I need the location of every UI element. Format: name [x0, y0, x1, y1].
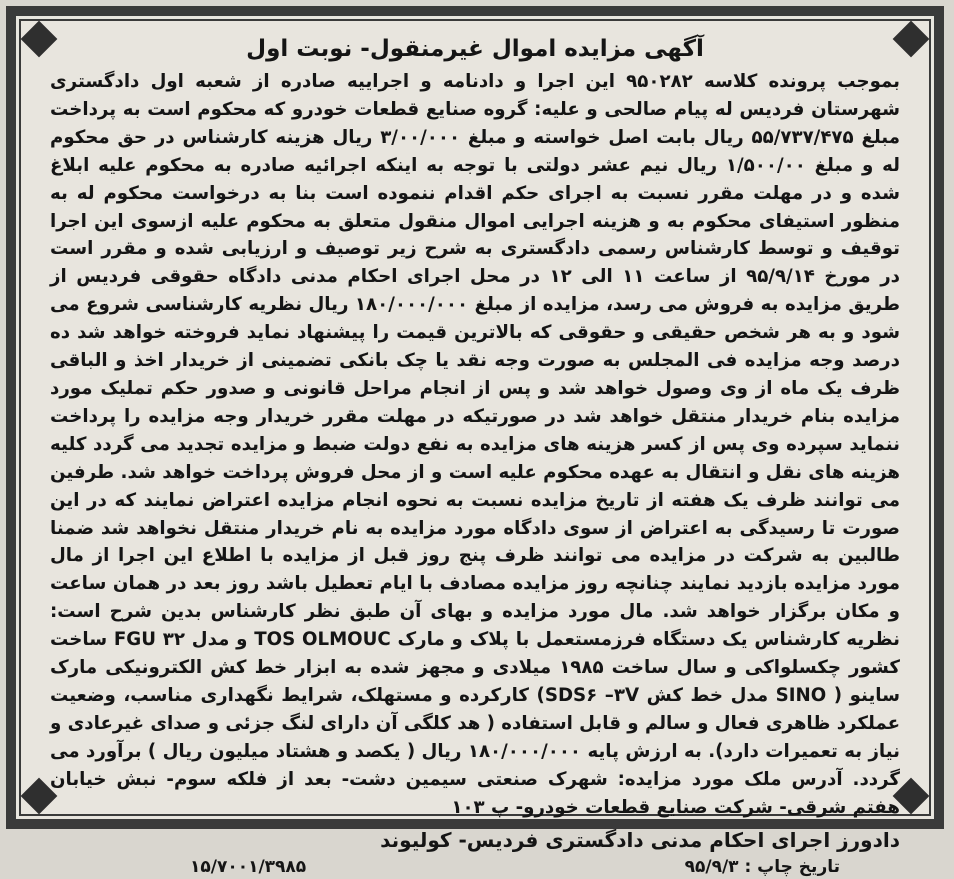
print-date: تاریخ چاپ : ۹۵/۹/۳ — [684, 857, 840, 878]
ad-body: بموجب پرونده کلاسه ۹۵۰۲۸۲ این اجرا و دادنامه و اجراییه صادره از شعبه اول دادگستری شهرستان فردیس له پیام صالحی و علیه: گروه صنایع قطعات خودرو که محکوم است به پرداخت مبلغ ۵۵/۷۳۷/۴۷۵ ریال بابت اصل خواسته و مبلغ ۳/۰۰/۰۰۰ ریال هزینه کارشناس در حق محکوم له و مبلغ ۱/۵۰۰/۰۰ ریال نیم عشر دولتی با توجه به اینکه اجرائیه صادره به محکوم علیه ابلاغ شده و در مهلت مقرر نسبت به اجرای حکم اقدام ننموده است بنا به درخواست محکوم له به منظور استیفای محکوم به و هزینه اجرایی اموال منقول متعلق به محکوم علیه ازسوی این اجرا توقیف و توسط کارشناس رسمی دادگستری به شرح زیر توصیف و ارزیابی شده و مقرر است در مورخ ۹۵/۹/۱۴ از ساعت ۱۱ الی ۱۲ در محل اجرای احکام مدنی دادگاه حقوقی فردیس از طریق مزایده به فروش می رسد، مزایده از مبلغ ۱۸۰/۰۰۰/۰۰۰ ریال نظریه کارشناسی شروع می شود و به هر شخص حقیقی و حقوقی که بالاترین قیمت را پیشنهاد نماید فروخته خواهد شد ده درصد وجه مزایده فی المجلس به صورت وجه نقد یا چک بانکی تضمینی از خریدار اخذ و الباقی ظرف یک ماه از وی وصول خواهد شد و پس از انجام مراحل قانونی و صدور حکم تملیک مورد مزایده بنام خریدار منتقل خواهد شد در صورتیکه در مهلت مقرر خریدار وجه مزایده را پرداخت ننماید سپرده وی پس از کسر هزینه های مزایده به نفع دولت ضبط و مزایده تجدید می گردد کلیه هزینه های نقل و انتقال به عهده محکوم علیه است و از محل فروش پرداخت خواهد شد. طرفین می توانند ظرف یک هفته از تاریخ مزایده نسبت به نحوه انجام مزایده اعتراض نمایند که در این صورت تا رسیدگی به اعتراض از سوی دادگاه مورد مزایده به نام خریدار منتقل نخواهد شد ضمنا طالبین به شرکت در مزایده می توانند ظرف پنج روز قبل از مزایده با اطلاع این اجرا از مال مورد مزایده بازدید نمایند چنانچه روز مزایده مصادف با ایام تعطیل باشد روز بعد در همان ساعت و مکان برگزار خواهد شد. مال مورد مزایده و بهای آن طبق نظر کارشناس بدین شرح است: نظریه کارشناس یک دستگاه فرزمستعمل با پلاک و مارک TOS OLMOUC و مدل FGU ۳۲ ساخت کشور چکسلواکی و سال ساخت ۱۹۸۵ میلادی و مجهز شده به ابزار خط کش الکترونیکی مارک ساینو ( SINO مدل خط کش SDS۶ –۳V) کارکرده و مستهلک، شرایط نگهداری مناسب، وضعیت عملکرد ظاهری فعال و سالم و قابل استفاده ( هد کلگی آن دارای لنگ جزئی و صدای غیرعادی و نیاز به تعمیرات دارد). به ارزش پایه ۱۸۰/۰۰۰/۰۰۰ ریال ( یکصد و هشتاد میلیون ریال ) برآورد می گردد. آدرس ملک مورد مزایده: شهرک صنعتی سیمین دشت- بعد از فلکه سوم- نبش خیابان هفتم شرقی- شرکت صنایع قطعات خودرو- پ ۱۰۳ — [50, 71, 901, 818]
ad-code: ۱۵/۷۰۰۱/۳۹۸۵ — [190, 857, 307, 878]
ad-frame — [6, 6, 944, 878]
ad-signature: دادورز اجرای احکام مدنی دادگستری فردیس- کولیوند — [380, 828, 900, 853]
ad-content — [50, 32, 901, 878]
ad-footer — [50, 855, 900, 879]
ad-title: آگهی مزایده اموال غیرمنقول- نوبت اول — [246, 36, 704, 62]
